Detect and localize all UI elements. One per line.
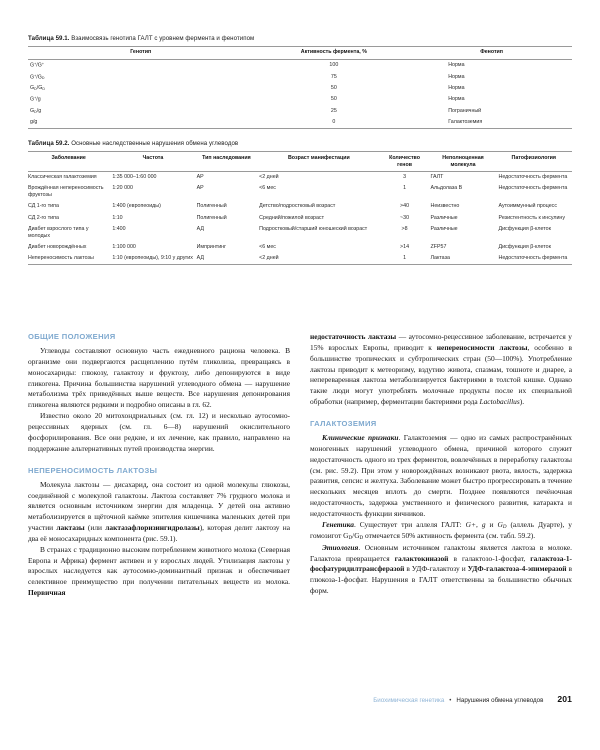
cell-pathophysiology: Недостаточность фермента (498, 185, 568, 192)
column-header-pathophysiology: Патофизиология (499, 152, 572, 172)
table-59-2 (28, 151, 572, 265)
cell-disease: Диабет новорождённых (28, 244, 87, 251)
cell-gene-count: ~30 (400, 214, 410, 221)
table-59-2-caption-text: Основные наследственные нарушения обмена углеводов (69, 140, 239, 148)
cell-activity: 50 (330, 85, 337, 92)
column-header-phenotype: Фенотип (414, 46, 572, 59)
paragraph-carbohydrates-overview: Углеводы составляют основную часть ежедневного рациона человека. В организме они подвергаются расщеплению путём гликолиза, превращаясь в моносахариды: глюкозу, галактозу и фруктозу, либо депонируются в виде гликогена. Причина большинства нарушений углеводного обмена — нарушение метаболизма трёх приведённых выше веществ. Все нарушения депонирования гликогена являются редкими и подробно описаны в гл. 62. (28, 346, 290, 410)
cell-pathophysiology: Дисфункция β-клеток (498, 244, 551, 251)
cell-disease: Диабет взрослого типа у молодых (28, 225, 89, 239)
text-run: ). (519, 397, 525, 407)
cell-activity: 75 (330, 73, 337, 80)
text-run: В странах с традиционно высоким потреблением животного молока (Северная Европа и Африка) фермент активен и у взрослых людей. Утилизация лактозы у взрослых наследуется как аутосомно-доминантный признак и обеспечивает селективное преимущество при получении питательных веществ из молока. (28, 544, 290, 587)
cell-pathophysiology: Недостаточность фермента (498, 174, 568, 181)
cell-activity: 25 (330, 108, 337, 115)
paragraph-lactose-molecule (28, 480, 290, 545)
column-header-gene-count: Количество генов (382, 152, 431, 172)
cell-phenotype: Галактоземия (414, 117, 572, 129)
column-header-manifestation-age: Возраст манифестации (259, 152, 381, 172)
paragraph-etiology (310, 543, 572, 597)
cell-frequency: 1:10 (европеоиды), 9:10 у других (112, 253, 196, 265)
left-column (28, 332, 290, 599)
cell-phenotype: Норма (448, 73, 465, 80)
table-row (28, 201, 572, 212)
cell-genotype: $G^+/G_D$ (30, 73, 45, 80)
cell-age: <6 мес (259, 244, 276, 251)
cell-pathophysiology: Резистентность к инсулину (498, 214, 565, 221)
cell-molecule: Лактаза (431, 253, 499, 265)
cell-inheritance: АД (197, 253, 260, 265)
cell-molecule: ГАЛТ (430, 174, 444, 181)
cell-age: <2 дней (259, 253, 381, 265)
table-59-1-block (28, 0, 572, 129)
table-row (28, 224, 572, 242)
text-run: (аллель Дуарте), у гомозигот $G_D/G_D$ отмечается 50% активность фермента (см. табл. 59.2). (310, 519, 572, 542)
cell-genotype: g/g (28, 117, 256, 129)
table-59-2-caption-number: Таблица 59.2. (28, 140, 70, 148)
cell-frequency: 1:400 (112, 225, 126, 232)
text-run: в глюкоза-1-фосфат. Нарушения в ГАЛТ ответственны за большинство обычных форм. (310, 564, 572, 596)
cell-inheritance: АР (196, 174, 204, 181)
text-run: Молекула лактозы — дисахарид, она состоит из одной молекулы глюкозы, соединённой с молекулой галактозы. Лактоза составляет 7% грудного молока и является основным источником энергии для младенца. У детей она активно метаболизируется в щёточной каёмке эпителия кишечника маленьких детей при участии (28, 479, 290, 533)
footer-separator-bullet: • (449, 698, 452, 704)
cell-disease: Непереносимость лактозы (28, 253, 112, 265)
cell-age: <6 мес (259, 185, 276, 192)
cell-disease: СД 2-го типа (28, 214, 59, 221)
text-run: ), которая делит лактозу на два её моносахаридных компонента (рис. 59.1). (28, 523, 290, 543)
term-lactase: лактазы (56, 523, 85, 533)
text-run: (или (84, 523, 106, 533)
table-59-2-caption (28, 140, 572, 147)
cell-age: Подростковый/старший юношеский возраст (259, 225, 368, 232)
cell-inheritance: Полигенный (196, 203, 227, 210)
text-run: и (485, 519, 498, 529)
allele-g: g (481, 519, 486, 529)
column-header-frequency: Частота (112, 152, 196, 172)
cell-phenotype: Норма (448, 96, 465, 103)
cell-frequency: 1:35 000–1:60 000 (112, 174, 157, 181)
allele-g-plus: G+ (465, 519, 476, 529)
term-galactokinase: галактокиназой (394, 553, 449, 563)
cell-phenotype: Норма (448, 61, 465, 68)
term-lactase-phlorizin-hydrolase: лактазафлоризингидролазы (105, 523, 200, 533)
lead-clinical-signs: Клинические признаки (322, 433, 399, 443)
paragraph-clinical-signs (310, 433, 572, 520)
cell-disease: Врождённая непереносимость фруктозы (28, 185, 104, 199)
cell-genotype: $G_D/G_D$ (30, 85, 45, 92)
cell-frequency: 1:10 (112, 214, 123, 221)
text-run: — аутосомно-рецессивное заболевание, встречается у 15% взрослых Европы, приводит к (310, 332, 572, 352)
table-59-1-caption-number: Таблица 59.1. (28, 35, 70, 42)
cell-genotype: G+/G+ (30, 61, 44, 69)
table-row (28, 183, 572, 201)
table-row (28, 213, 572, 224)
term-lactase-deficiency: недостаточность лактазы (310, 332, 397, 341)
text-run: . Существует три аллеля ГАЛТ: (353, 519, 466, 529)
cell-pathophysiology: Аутоиммунный процесс (498, 203, 557, 210)
term-lactobacillus: Lactobacillus (479, 397, 520, 407)
lead-genetics: Генетика (322, 519, 354, 529)
table-row (28, 94, 572, 106)
cell-gene-count: >40 (400, 203, 410, 210)
cell-frequency: 1:100 000 (112, 244, 136, 251)
cell-inheritance: Импринтинг (196, 244, 227, 251)
cell-frequency: 1:20 000 (112, 185, 133, 192)
paragraph-milk-consumption (28, 545, 290, 599)
cell-age: Детство/подростковый возраст (259, 203, 336, 210)
column-header-inheritance-type: Тип наследования (197, 152, 260, 172)
column-header-disease: Заболевание (28, 152, 112, 172)
cell-gene-count: >8 (401, 225, 408, 232)
cell-gene-count: 3 (403, 174, 407, 181)
text-run: , особенно в большинстве тропических и субтропических стран (50—100%). Употребление лактозы приводит к метеоризму, вздутию живота, спазмам, тошноте и диарее, а непереваренная лактоза метаболизируется бактериями в толстой кишке. Однако такие люди могут употреблять молочные продукты после их специальной обработки (например, ферментации бактериями рода (310, 342, 572, 407)
heading-general-provisions: ОБЩИЕ ПОЛОЖЕНИЯ (28, 332, 116, 341)
table-59-1-caption (28, 35, 572, 42)
cell-molecule: Неизвестно (430, 203, 460, 210)
table-row (28, 71, 572, 83)
table-row (28, 171, 572, 183)
cell-genotype: G+/g (30, 96, 41, 103)
text-run: . Галактоземия — одно из самых распространённых моногенных нарушений углеводного обмена, причиной которого служит недостаточность одного из трех ферментов, вовлечённых в переработку галактозы (см. рис. 59.2). При этом у новорождённых возникают рвота, вялость, задержка развития, сепсис и желтуха. Заболевание может быстро прогрессировать в течение нескольких месяцев вплоть до смерти. Позднее появляются печёночная недостаточность, задержка умственного и физического развития, катаракта и недостаточность функции яичников. (310, 433, 572, 518)
cell-phenotype: Пограничный (448, 108, 482, 115)
allele-g-duarte: $G_D$ (497, 519, 507, 530)
cell-inheritance: АД (196, 225, 204, 232)
table-59-2-block (28, 129, 572, 265)
term-galt: галактоза-1-фосфатуридилтрансферазой (310, 553, 573, 574)
table-row (28, 106, 572, 117)
footer-section-title: Нарушения обмена углеводов (456, 697, 544, 704)
table-59-1-caption-text: Взаимосвязь генотипа ГАЛТ с уровнем фермента и фенотипом (69, 35, 255, 42)
cell-inheritance: Полигенный (196, 214, 227, 221)
cell-activity: 50 (330, 96, 337, 103)
cell-activity: 0 (256, 117, 414, 129)
table-header-row (28, 152, 572, 172)
table-59-1 (28, 46, 572, 130)
column-header-genotype: Генотип (28, 46, 256, 59)
lead-etiology: Этиология (322, 542, 359, 552)
paragraph-genetics (310, 520, 572, 543)
term-udp-galactose-4-epimerase: УДФ-галактоза-4-эпимеразой (467, 564, 567, 574)
table-row (28, 117, 572, 129)
text-run: в УДФ-галактозу и (404, 564, 468, 574)
page-number: 201 (557, 694, 572, 704)
cell-disease: Классическая галактоземия (28, 174, 97, 181)
cell-gene-count: >14 (400, 244, 410, 251)
cell-molecule: ZFP57 (430, 244, 447, 251)
cell-gene-count: 1 (403, 185, 407, 192)
table-row (28, 59, 572, 71)
cell-phenotype: Норма (448, 85, 465, 92)
text-run: в галактозо-1-фосфат, (448, 553, 531, 563)
table-header-row (28, 46, 572, 59)
table-row (28, 253, 572, 265)
column-header-defective-molecule: Неполноценная молекула (431, 152, 499, 172)
text-run: , (475, 519, 482, 529)
footer-chapter-title: Биохимическая генетика (373, 697, 445, 704)
right-column (310, 332, 572, 599)
text-run: . Основным источником галактозы является лактоза в молоке. Галактоза превращается (310, 542, 572, 563)
cell-age: Средний/пожилой возраст (259, 214, 324, 221)
table-row (28, 242, 572, 253)
page-footer (28, 694, 572, 704)
cell-frequency: 1:400 (европеоиды) (112, 203, 161, 210)
column-header-enzyme-activity: Активность фермента, % (256, 46, 414, 59)
cell-molecule: Альдолаза В (430, 185, 463, 192)
heading-lactose-intolerance: НЕПЕРЕНОСИМОСТЬ ЛАКТОЗЫ (28, 465, 158, 475)
cell-molecule: Различные (430, 225, 458, 232)
table-row (28, 83, 572, 94)
paragraph-mitochondrial-disorders: Известно около 20 митохондриальных (см. гл. 12) и несколько аутосомно-рецессивных ядерных (см. гл. 6—8) нарушений окислительного фосфорилирования. Все они редкие, и их лечение, как правило, направлено на поддержание альтернативных путей производства энергии. (28, 411, 290, 453)
cell-pathophysiology: Дисфункция β-клеток (498, 225, 551, 232)
cell-gene-count: 1 (382, 253, 431, 265)
heading-galactosemia: ГАЛАКТОЗЕМИЯ (310, 418, 377, 428)
cell-pathophysiology: Недостаточность фермента (499, 253, 572, 265)
cell-disease: СД 1-го типа (28, 203, 59, 210)
term-lactose-intolerance: непереносимости лактозы (436, 342, 528, 352)
cell-molecule: Различные (430, 214, 458, 221)
cell-age: <2 дней (259, 174, 279, 181)
paragraph-lactase-deficiency (310, 332, 572, 408)
cell-activity: 100 (329, 61, 339, 68)
term-primary: Первичная (28, 588, 66, 598)
article-body (28, 332, 572, 599)
cell-inheritance: АР (196, 185, 204, 192)
cell-genotype: $G_D/g$ (30, 108, 42, 115)
